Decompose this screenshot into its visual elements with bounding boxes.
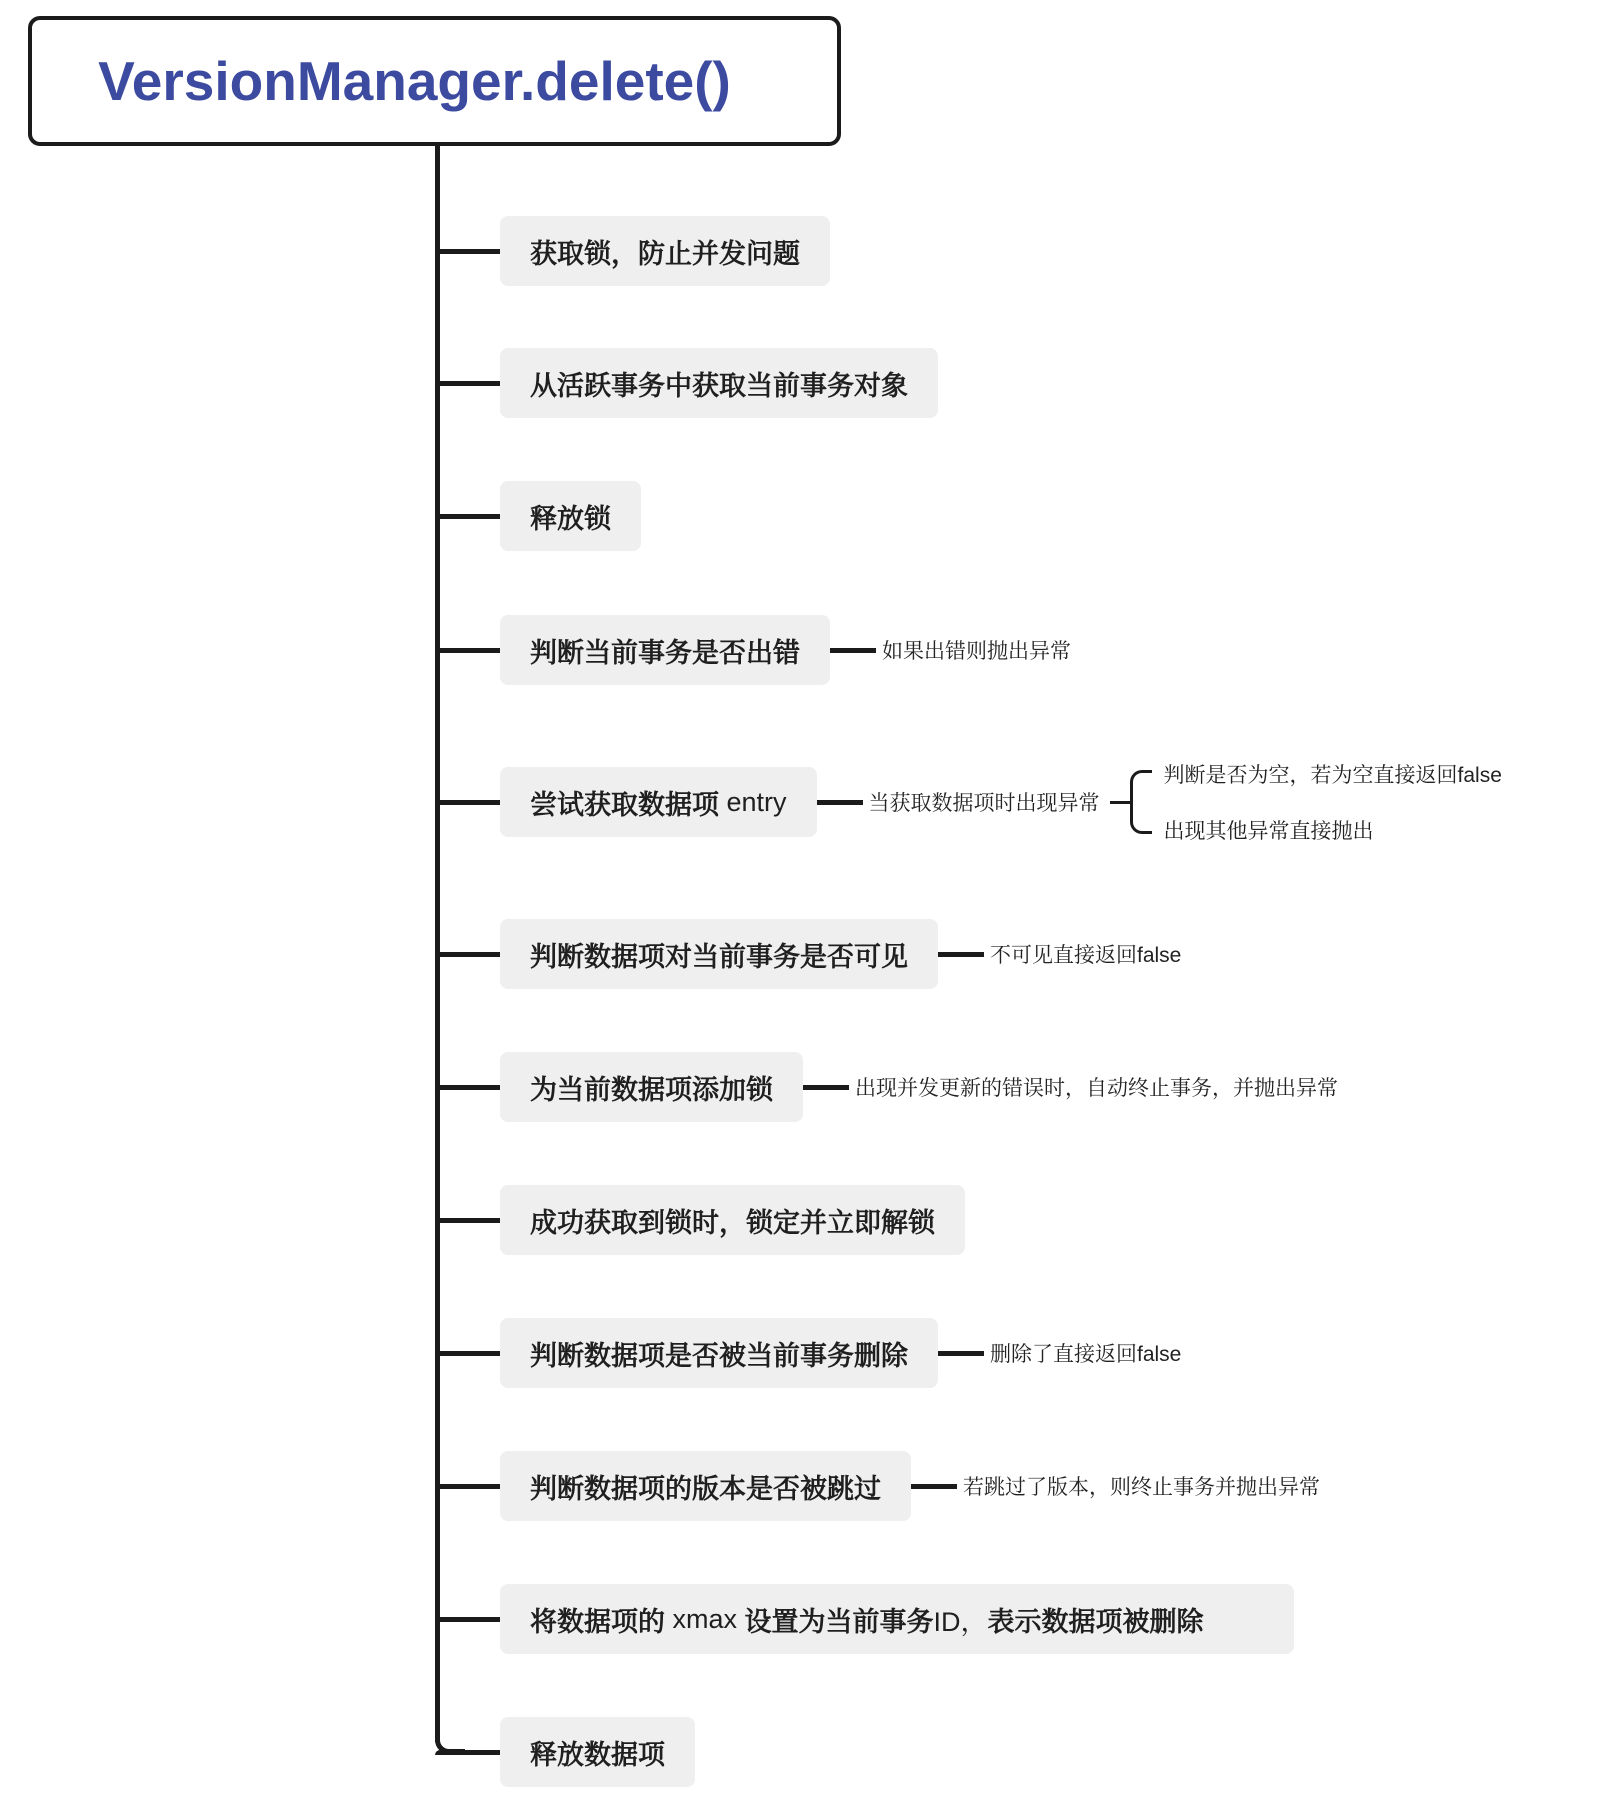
subnote-connector bbox=[1110, 801, 1130, 804]
step-note[interactable]: 删除了直接返回false bbox=[990, 1343, 1182, 1366]
step-label-part: ID， bbox=[933, 1606, 988, 1637]
step-label: 从活跃事务中获取当前事务对象 bbox=[530, 370, 908, 401]
step-row bbox=[435, 764, 1502, 843]
branch-connector bbox=[435, 648, 500, 653]
root-node[interactable] bbox=[28, 16, 841, 146]
step-row bbox=[435, 1451, 1320, 1521]
subnote[interactable]: 判断是否为空，若为空直接返回false bbox=[1163, 764, 1502, 787]
note-connector bbox=[830, 648, 876, 653]
step-label: 释放锁 bbox=[530, 503, 611, 534]
step-row bbox=[435, 1584, 1294, 1654]
step-note[interactable]: 当获取数据项时出现异常 bbox=[868, 792, 1100, 815]
step-row bbox=[435, 481, 641, 551]
note-connector bbox=[911, 1484, 957, 1489]
step-label: 判断当前事务是否出错 bbox=[530, 637, 800, 668]
step-node[interactable] bbox=[500, 1451, 911, 1521]
step-label-part: 设置为当前事务 bbox=[744, 1606, 934, 1637]
branch-connector bbox=[435, 1750, 500, 1755]
step-node[interactable] bbox=[500, 615, 830, 685]
note-connector bbox=[938, 952, 984, 957]
step-node[interactable] bbox=[500, 1584, 1294, 1654]
step-row bbox=[435, 615, 1071, 685]
step-note[interactable]: 若跳过了版本，则终止事务并抛出异常 bbox=[963, 1476, 1320, 1499]
branch-connector bbox=[435, 381, 500, 386]
step-label-part: 表示数据项被删除 bbox=[987, 1606, 1204, 1637]
step-node[interactable] bbox=[500, 1185, 965, 1255]
note-connector bbox=[817, 800, 863, 805]
step-row bbox=[435, 1318, 1181, 1388]
branch-connector bbox=[435, 800, 500, 805]
step-row bbox=[435, 1717, 695, 1787]
subnote-bracket bbox=[1130, 770, 1152, 834]
note-connector bbox=[938, 1351, 984, 1356]
step-node[interactable] bbox=[500, 216, 830, 286]
branch-connector bbox=[435, 1218, 500, 1223]
step-node[interactable] bbox=[500, 1318, 938, 1388]
branch-connector bbox=[435, 1351, 500, 1356]
step-note[interactable]: 出现并发更新的错误时，自动终止事务，并抛出异常 bbox=[855, 1077, 1338, 1100]
note-connector bbox=[803, 1085, 849, 1090]
step-row bbox=[435, 1052, 1338, 1122]
branch-connector bbox=[435, 1484, 500, 1489]
branch-connector bbox=[435, 249, 500, 254]
step-row bbox=[435, 919, 1181, 989]
step-label: 判断数据项对当前事务是否可见 bbox=[530, 941, 908, 972]
branch-connector bbox=[435, 1085, 500, 1090]
step-label: 尝试获取数据项 bbox=[530, 789, 719, 820]
step-label: 判断数据项的版本是否被跳过 bbox=[530, 1473, 881, 1504]
subnotes bbox=[1158, 759, 1502, 845]
step-label: 获取锁，防止并发问题 bbox=[530, 238, 800, 269]
step-row bbox=[435, 348, 938, 418]
step-node[interactable] bbox=[500, 481, 641, 551]
step-node[interactable] bbox=[500, 767, 817, 837]
branch-connector bbox=[435, 1617, 500, 1622]
step-label: 成功获取到锁时，锁定并立即解锁 bbox=[530, 1207, 935, 1238]
step-row bbox=[435, 216, 830, 286]
step-note[interactable]: 不可见直接返回false bbox=[990, 944, 1182, 967]
step-node[interactable] bbox=[500, 919, 938, 989]
step-label-part: 将数据项的 bbox=[530, 1606, 665, 1637]
branch-connector bbox=[435, 514, 500, 519]
step-node[interactable] bbox=[500, 1717, 695, 1787]
branch-connector bbox=[435, 952, 500, 957]
step-note[interactable]: 如果出错则抛出异常 bbox=[882, 640, 1071, 663]
step-label: 判断数据项是否被当前事务删除 bbox=[530, 1340, 908, 1371]
step-label-code: xmax bbox=[672, 1603, 738, 1634]
step-node[interactable] bbox=[500, 1052, 803, 1122]
step-node[interactable] bbox=[500, 348, 938, 418]
step-row bbox=[435, 1185, 965, 1255]
step-label: 释放数据项 bbox=[530, 1739, 665, 1770]
root-title: VersionManager.delete() bbox=[98, 50, 731, 112]
step-label: 为当前数据项添加锁 bbox=[530, 1074, 773, 1105]
step-label-suffix: entry bbox=[726, 786, 787, 817]
subnote[interactable]: 出现其他异常直接抛出 bbox=[1163, 820, 1374, 843]
